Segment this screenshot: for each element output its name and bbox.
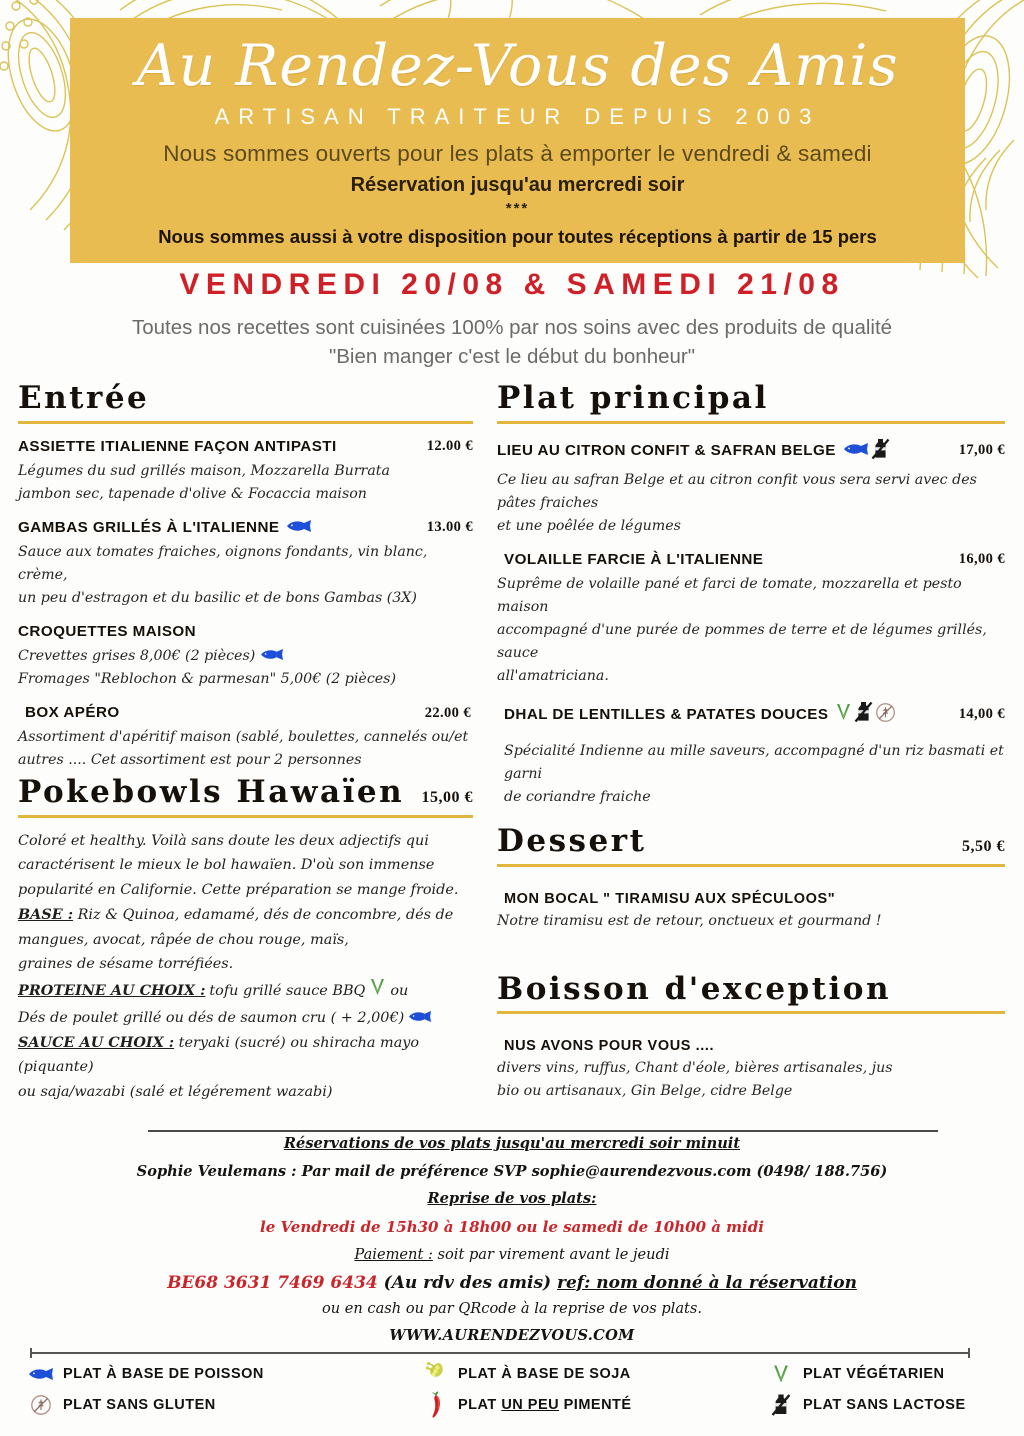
legend-label: PLAT SANS LACTOSE	[803, 1396, 966, 1413]
footer-payment-label: Paiement :	[354, 1246, 433, 1264]
desc-line: Fromages "Reblochon & parmesan" 5,00€ (2 pièces)	[18, 671, 396, 688]
desc-line: de coriandre fraiche	[504, 789, 651, 806]
iban-reference: ref: nom donné à la réservation	[557, 1272, 857, 1293]
base-text: Riz & Quinoa, edamamé, dés de concombre, dés de	[77, 906, 454, 923]
desc-line: accompagné d'une purée de pommes de terre et de légumes grillés, sauce	[497, 622, 987, 662]
footer-reservation-info	[0, 1128, 1024, 1344]
fish-icon	[28, 1368, 54, 1380]
lactose-free-icon	[854, 701, 873, 728]
desc-line: all'amatriciana.	[497, 668, 609, 685]
pokebowls-title: Pokebowls Hawaïen	[18, 774, 405, 811]
dish-icons	[843, 438, 890, 465]
menu-item	[497, 438, 1005, 538]
intro-line-2: "Bien manger c'est le début du bonheur"	[328, 345, 696, 369]
desc-line: divers vins, ruffus, Chant d'éole, bières artisanales, jus	[497, 1060, 893, 1077]
desc-line: Spécialité Indienne au mille saveurs, accompagné d'un riz basmati et garni	[504, 743, 1004, 783]
dish-price: 22.00 €	[424, 704, 471, 721]
desc-line: jambon sec, tapenade d'olive & Focaccia maison	[18, 485, 367, 502]
reservation-deadline-line: Réservation jusqu'au mercredi soir	[350, 174, 685, 196]
lactose-free-icon	[871, 438, 890, 465]
poke-line: graines de sésame torréfiées.	[18, 956, 234, 973]
poke-line: popularité en Californie. Cette préparation se mange froide.	[18, 882, 459, 899]
legend-label-text: PLAT UN PEU PIMENTÉ	[458, 1396, 632, 1413]
vegetarian-icon	[369, 977, 386, 1006]
desc-line-with-icon	[18, 645, 473, 668]
gluten-free-icon	[875, 702, 896, 728]
footer-payment-text: soit par virement avant le jeudi	[437, 1246, 670, 1264]
legend-item-gluten-free	[28, 1389, 423, 1420]
dessert-title: Dessert	[497, 823, 647, 860]
dessert-price: 5,50 €	[962, 838, 1005, 856]
footer-contact: Sophie Veulemans : Par mail de préférence SVP sophie@aurendezvous.com (0498/ 188.756)	[136, 1162, 888, 1180]
pokebowls-description	[18, 829, 473, 1105]
dish-name: BOX APÉRO	[25, 704, 120, 722]
intro-tagline	[0, 313, 1024, 371]
dish-name: GAMBAS GRILLÉS À L'ITALIENNE	[18, 518, 280, 536]
dish-description	[497, 573, 1005, 688]
divider-dessert	[497, 864, 1005, 867]
poke-sauce-line	[18, 1031, 473, 1081]
proteine-label: PROTEINE AU CHOIX :	[18, 982, 206, 1000]
drinks-description	[497, 1057, 1005, 1103]
poke-proteine-line-2	[18, 1006, 473, 1031]
dish-description	[18, 726, 473, 772]
dessert-item-description	[497, 910, 1005, 933]
dish-name: DHAL DE LENTILLES & PATATES DOUCES	[504, 705, 829, 723]
legend-item-vegetarian	[768, 1358, 996, 1389]
poke-line: caractérisent le mieux le bol hawaïen. D'où son immense	[18, 857, 435, 874]
vegetarian-icon	[835, 702, 852, 727]
footer-pickup-heading: Reprise de vos plats:	[427, 1190, 597, 1208]
section-title-plat-principal: Plat principal	[497, 380, 769, 416]
poke-line: ou saja/wazabi (salé et légérement wazabi)	[18, 1084, 333, 1101]
service-dates: VENDREDI 20/08 & SAMEDI 21/08	[179, 268, 845, 301]
section-title-dessert	[497, 825, 1005, 858]
drinks-block	[497, 1038, 1005, 1103]
lactose-free-icon	[768, 1393, 794, 1417]
desc-line: Légumes du sud grillés maison, Mozzarella Burrata	[18, 462, 390, 479]
dish-price: 13.00 €	[426, 519, 473, 536]
dish-price: 14,00 €	[958, 705, 1005, 722]
right-column	[497, 382, 1005, 1116]
proteine-line2: Dés de poulet grillé ou dés de saumon cru ( + 2,00€)	[18, 1009, 405, 1026]
legend-divider	[30, 1352, 970, 1354]
menu-item	[18, 438, 473, 506]
divider-entree	[18, 421, 473, 424]
legend-item-fish	[28, 1358, 423, 1389]
dish-name: ASSIETTE ITIALIENNE FAÇON ANTIPASTI	[18, 437, 337, 455]
sauce-text: teryaki (sucré) ou shiracha mayo (piquante)	[18, 1034, 420, 1076]
desc-line: et une poêlée de légumes	[497, 517, 681, 534]
vegetarian-icon	[768, 1363, 794, 1385]
poke-proteine-line	[18, 977, 473, 1006]
footer-cash-line: ou en cash ou par QRcode à la reprise de vos plats.	[321, 1299, 703, 1317]
legend-label: PLAT VÉGÉTARIEN	[803, 1365, 945, 1382]
desc-line: bio ou artisanaux, Gin Belge, cidre Belge	[497, 1083, 793, 1100]
divider-pokebowls	[18, 815, 473, 818]
iban-number: BE68 3631 7469 6434	[167, 1272, 378, 1293]
desc-line: autres .... Cet assortiment est pour 2 personnes	[18, 752, 362, 769]
dish-price: 17,00 €	[958, 442, 1005, 459]
legend-item-spicy	[423, 1389, 768, 1420]
brand-tagline: ARTISAN TRAITEUR DEPUIS 2003	[214, 104, 821, 129]
dish-icons	[286, 519, 312, 537]
dish-description	[18, 645, 473, 691]
fish-icon	[286, 519, 312, 537]
header-banner	[70, 18, 965, 263]
menu-item	[497, 551, 1005, 688]
footer-pickup-times: le Vendredi de 15h30 à 18h00 ou le samedi de 10h00 à midi	[260, 1217, 764, 1236]
desc-line: un peu d'estragon et du basilic et de bons Gambas (3X)	[18, 590, 417, 607]
divider-boisson	[497, 1011, 1005, 1014]
desc-line: Crevettes grises 8,00€ (2 pièces)	[18, 648, 256, 665]
menu-item	[497, 701, 1005, 809]
desc-line: Ce lieu au safran Belge et au citron confit vous sera servi avec des pâtes fraiches	[497, 471, 977, 511]
proteine-tail: ou	[390, 983, 409, 1000]
poke-line: mangues, avocat, râpée de chou rouge, maïs,	[18, 931, 349, 948]
dish-description	[504, 740, 1005, 809]
events-line: Nous sommes aussi à votre disposition pour toutes réceptions à partir de 15 pers	[158, 226, 877, 247]
sauce-label: SAUCE AU CHOIX :	[18, 1033, 175, 1051]
base-label: BASE :	[18, 905, 74, 923]
section-title-pokebowls	[18, 776, 473, 809]
footer-iban-line	[0, 1273, 1024, 1293]
fish-icon	[843, 442, 869, 460]
menu-item-dessert	[497, 891, 1005, 933]
fish-icon	[408, 1006, 432, 1031]
intro-line-1: Toutes nos recettes sont cuisinées 100% par nos soins avec des produits de qualité	[131, 316, 893, 339]
gluten-free-icon	[28, 1394, 54, 1416]
dish-name: CROQUETTES MAISON	[18, 623, 197, 641]
legend-label: PLAT À BASE DE POISSON	[63, 1365, 264, 1382]
dish-description	[497, 469, 1005, 538]
desc-line: Suprême de volaille pané et farci de tomate, mozzarella et pesto maison	[497, 576, 962, 616]
section-title-boisson: Boisson d'exception	[497, 970, 892, 1007]
opening-hours-line: Nous sommes ouverts pour les plats à emporter le vendredi & samedi	[163, 141, 872, 166]
left-column	[18, 382, 473, 1105]
dish-price: 16,00 €	[958, 551, 1005, 568]
legend-item-lactose-free	[768, 1389, 996, 1420]
legend-label: PLAT SANS GLUTEN	[63, 1396, 216, 1413]
legend-item-soy	[423, 1358, 768, 1389]
poke-base-line	[18, 903, 473, 928]
legend-label	[458, 1397, 632, 1413]
divider-plat-principal	[497, 421, 1005, 424]
menu-item	[18, 519, 473, 610]
chili-icon	[423, 1391, 449, 1419]
dish-name: VOLAILLE FARCIE À L'ITALIENNE	[504, 550, 764, 568]
menu-item	[18, 704, 473, 772]
footer-reservation-deadline: Réservations de vos plats jusqu'au mercredi soir minuit	[283, 1135, 741, 1152]
poke-line: Coloré et healthy. Voilà sans doute les deux adjectifs qui	[18, 832, 429, 849]
desc-line: Assortiment d'apéritif maison (sablé, boulettes, cannelés ou/et	[18, 729, 469, 746]
legend	[28, 1358, 996, 1420]
dish-description	[18, 460, 473, 506]
menu-item	[18, 623, 473, 691]
legend-label: PLAT À BASE DE SOJA	[458, 1365, 631, 1382]
dish-description	[18, 541, 473, 610]
brand-title: Au Rendez-Vous des Amis	[136, 33, 899, 99]
fish-icon	[260, 645, 284, 668]
pokebowls-price: 15,00 €	[421, 789, 473, 807]
desc-line: Notre tiramisu est de retour, onctueux et gourmand !	[497, 912, 882, 929]
section-title-entree: Entrée	[18, 380, 150, 416]
footer-payment-line	[0, 1244, 1024, 1267]
stars-separator: ***	[505, 200, 530, 217]
drinks-heading: NUS AVONS POUR VOUS ....	[504, 1038, 715, 1055]
dish-name: LIEU AU CITRON CONFIT & SAFRAN BELGE	[497, 442, 836, 460]
dish-icons	[835, 701, 896, 728]
soy-icon	[423, 1361, 449, 1387]
proteine-text: tofu grillé sauce BBQ	[209, 983, 366, 1000]
desc-line: Sauce aux tomates fraiches, oignons fondants, vin blanc, crème,	[18, 544, 428, 584]
dish-price: 12.00 €	[426, 437, 473, 454]
dessert-item-name: MON BOCAL " TIRAMISU AUX SPÉCULOOS"	[504, 890, 836, 907]
iban-holder: (Au rdv des amis)	[383, 1272, 552, 1293]
footer-website[interactable]: WWW.AURENDEZVOUS.COM	[389, 1327, 635, 1345]
